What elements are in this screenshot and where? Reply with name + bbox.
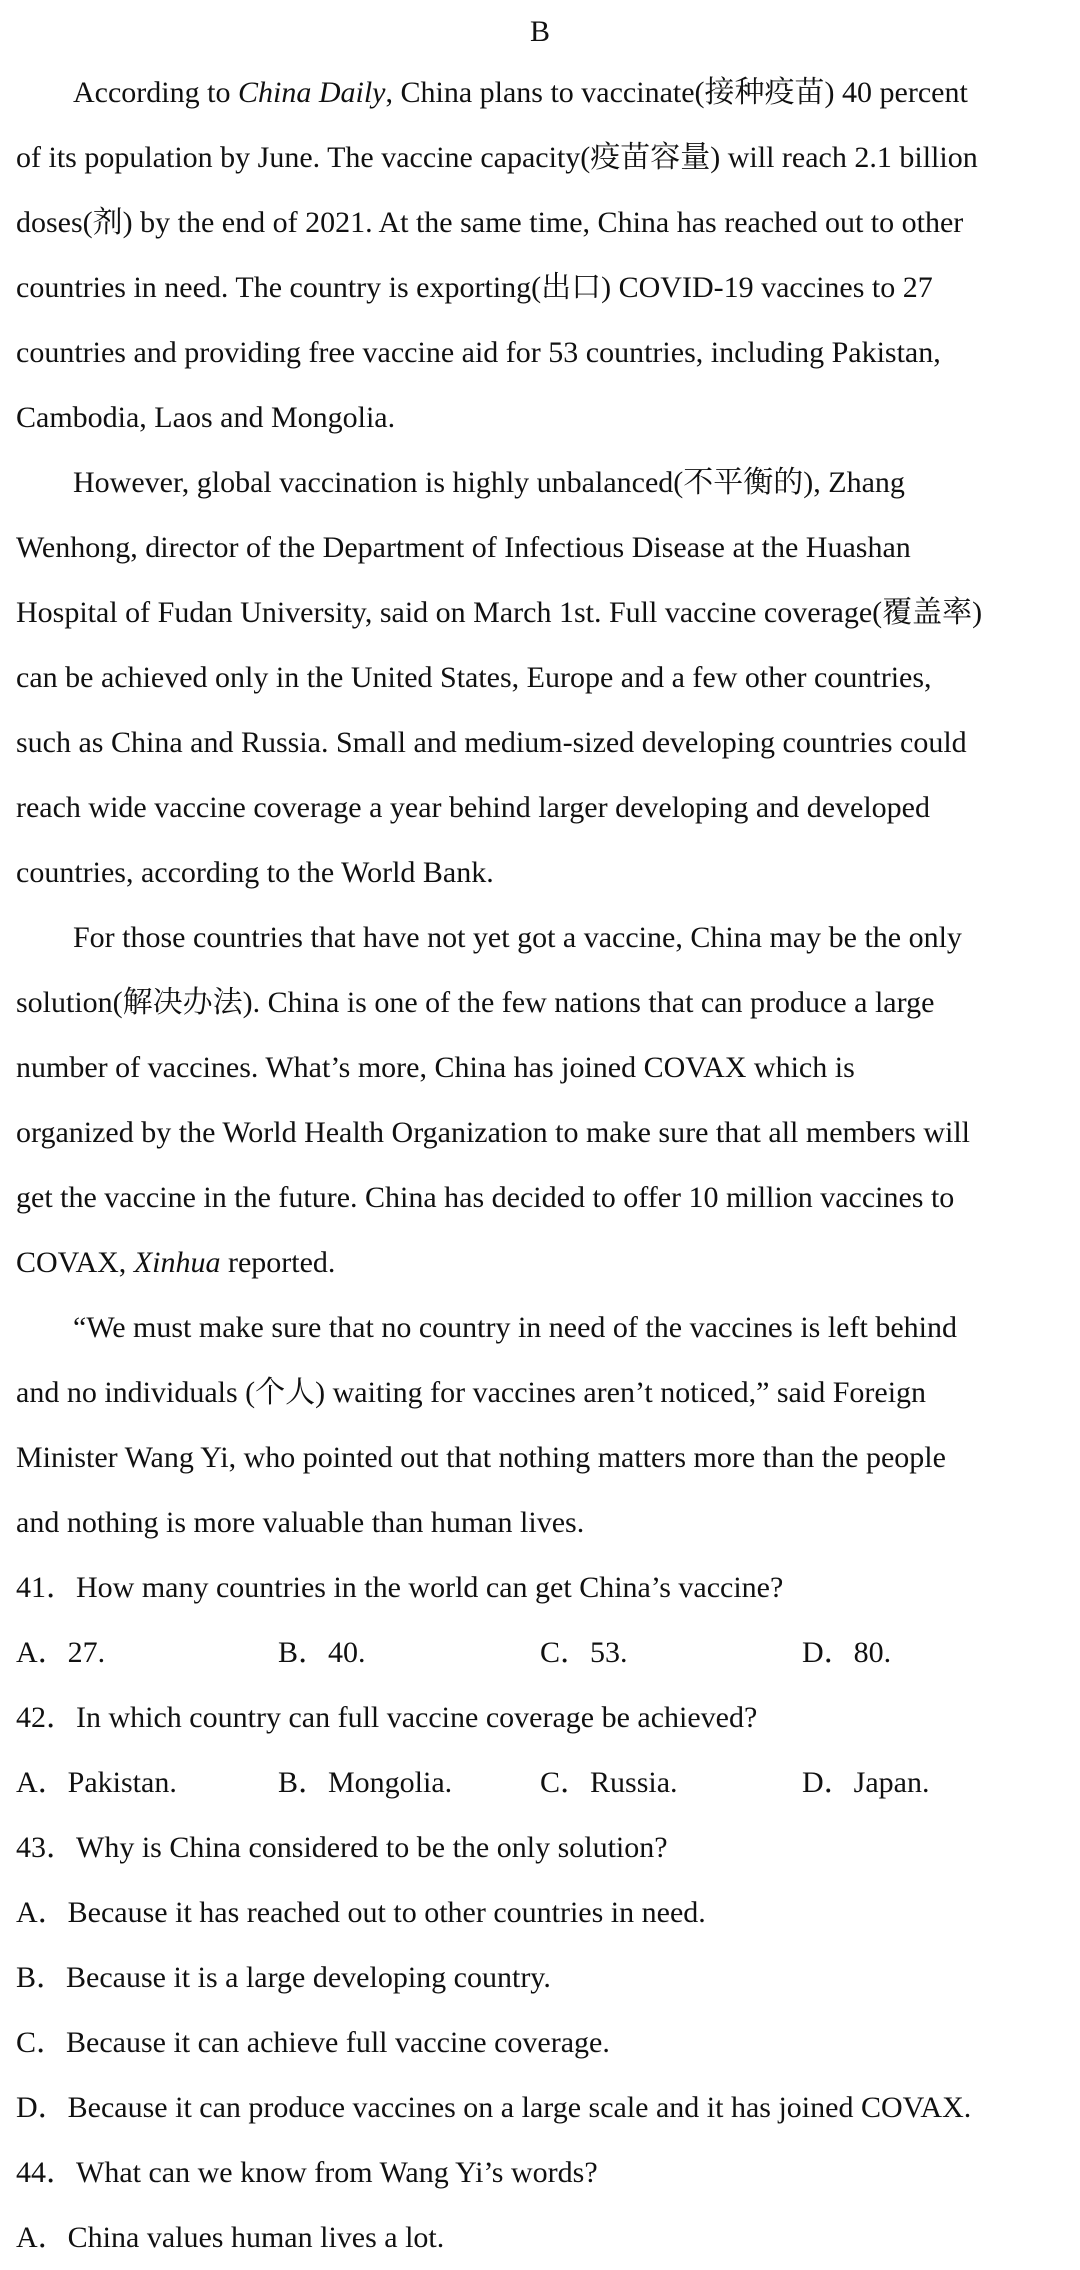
text-line: Hospital of Fudan University, said on March 1st. Full vaccine coverage(覆盖率) (16, 596, 983, 629)
option-a: A．Because it has reached out to other countries in need. (16, 1896, 706, 1929)
option-d: D．Japan. (802, 1766, 930, 1799)
text-line: countries in need. The country is exporting(出口) COVID-19 vaccines to 27 (16, 271, 933, 304)
passage (16, 60, 1064, 1555)
question-stem: 44．What can we know from Wang Yi’s words? (16, 2156, 598, 2189)
text-line: Cambodia, Laos and Mongolia. (16, 401, 396, 434)
text-line: can be achieved only in the United States, Europe and a few other countries, (16, 661, 932, 694)
text-line: and no individuals (个人) waiting for vaccines aren’t noticed,” said Foreign (16, 1376, 927, 1409)
option-b: B．40. (278, 1636, 366, 1669)
question-stem: 41．How many countries in the world can get China’s vaccine? (16, 1571, 784, 1604)
paragraph-2 (16, 450, 1064, 905)
option-b: B．Because it is a large developing country. (16, 1961, 551, 1994)
text-line (16, 60, 1064, 125)
question-44 (16, 2140, 1064, 2270)
text-line: organized by the World Health Organization to make sure that all members will (16, 1116, 970, 1149)
option-a: A．27. (16, 1636, 106, 1669)
text-line: Wenhong, director of the Department of Infectious Disease at the Huashan (16, 531, 911, 564)
source-name: Xinhua (133, 1246, 221, 1279)
text-line: get the vaccine in the future. China has decided to offer 10 million vaccines to (16, 1181, 955, 1214)
question-41 (16, 1555, 1064, 1685)
text-line: For those countries that have not yet got a vaccine, China may be the only (73, 921, 962, 954)
option-c: C．53. (540, 1636, 628, 1669)
text-line: reach wide vaccine coverage a year behind larger developing and developed (16, 791, 930, 824)
paragraph-1 (16, 60, 1064, 450)
text-line: of its population by June. The vaccine capacity(疫苗容量) will reach 2.1 billion (16, 141, 978, 174)
text-line: solution(解决办法). China is one of the few nations that can produce a large (16, 986, 935, 1019)
paragraph-3 (16, 905, 1064, 1295)
text-line: number of vaccines. What’s more, China has joined COVAX which is (16, 1051, 855, 1084)
question-stem: 43．Why is China considered to be the only solution? (16, 1831, 668, 1864)
option-row (16, 1750, 1064, 1815)
option-d: D．80. (802, 1636, 892, 1669)
text-line: countries and providing free vaccine aid for 53 countries, including Pakistan, (16, 336, 941, 369)
question-stem: 42．In which country can full vaccine coverage be achieved? (16, 1701, 758, 1734)
section-letter: B (529, 15, 550, 48)
paragraph-4 (16, 1295, 1064, 1555)
option-b: B．Mongolia. (278, 1766, 453, 1799)
text-segment: COVAX, (16, 1246, 134, 1279)
text-segment: According to (73, 76, 238, 109)
text-line (16, 1230, 1064, 1295)
option-a: A．Pakistan. (16, 1766, 177, 1799)
questions (16, 1555, 1064, 2270)
option-d: D．Because it can produce vaccines on a large scale and it has joined COVAX. (16, 2091, 972, 2124)
text-line: and nothing is more valuable than human lives. (16, 1506, 585, 1539)
text-line: such as China and Russia. Small and medium-sized developing countries could (16, 726, 967, 759)
option-c: C．Russia. (540, 1766, 678, 1799)
source-name: China Daily (237, 76, 386, 109)
option-a: A．China values human lives a lot. (16, 2221, 445, 2254)
option-c: C．Because it can achieve full vaccine coverage. (16, 2026, 610, 2059)
text-segment: reported. (220, 1246, 336, 1279)
question-42 (16, 1685, 1064, 1815)
question-43 (16, 1815, 1064, 2140)
text-line: However, global vaccination is highly unbalanced(不平衡的), Zhang (73, 466, 905, 499)
text-segment: , China plans to vaccinate(接种疫苗) 40 percent (385, 76, 968, 109)
text-line: doses(剂) by the end of 2021. At the same time, China has reached out to other (16, 206, 964, 239)
option-row (16, 1620, 1064, 1685)
text-line: Minister Wang Yi, who pointed out that nothing matters more than the people (16, 1441, 946, 1474)
text-line: “We must make sure that no country in need of the vaccines is left behind (73, 1311, 957, 1344)
text-line: countries, according to the World Bank. (16, 856, 494, 889)
